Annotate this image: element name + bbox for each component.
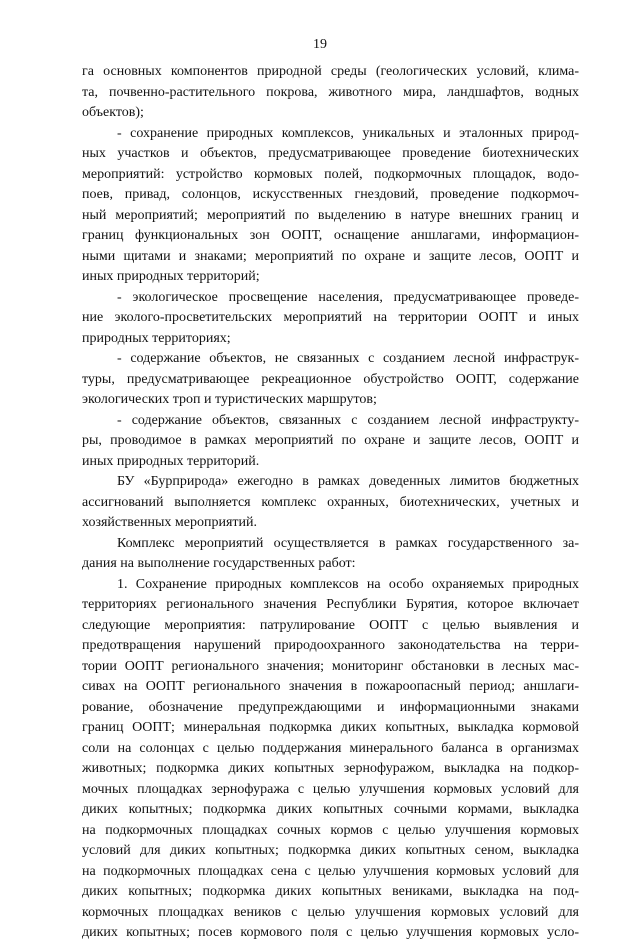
text-line: на подкормочных площадках сочных кормов с целью улучшения кормовых <box>82 822 579 838</box>
text-line: - содержание объектов, не связанных с созданием лесной инфраструк- <box>117 351 579 366</box>
text-line: диких копытных; посев кормового поля с целью улучшения кормовых усло- <box>82 925 579 940</box>
text-line: границ функциональных зон ООПТ, оснащение аншлагами, информацион- <box>82 228 579 243</box>
text-line: следующие мероприятия: патрулирование ООПТ с целью выявления и <box>82 617 579 633</box>
text-line: сивах на ООПТ регионального значения в пожароопасный период; аншлаги- <box>82 679 579 694</box>
text-line: га основных компонентов природной среды (геологических условий, клима- <box>82 64 579 79</box>
text-line: иных природных территорий. <box>82 453 260 469</box>
text-line: мероприятий: устройство кормовых полей, подкормочных площадок, водо- <box>82 166 579 182</box>
text-line: ассигнований выполняется комплекс охранных, биотехнических, учетных и <box>82 494 579 510</box>
text-line: - сохранение природных комплексов, уникальных и эталонных природ- <box>117 125 579 141</box>
text-line: предотвращения нарушений природоохранного законодательства на терри- <box>82 638 579 653</box>
text-line: экологических троп и туристических маршрутов; <box>82 392 377 407</box>
text-line: - экологическое просвещение населения, предусматривающее проведе- <box>117 289 579 305</box>
body-text <box>82 62 579 944</box>
text-line: иных природных территорий; <box>82 269 260 284</box>
text-line: ными щитами и знаками; мероприятий по охране и защите лесов, ООПТ и <box>82 248 579 264</box>
text-line: диких копытных; подкормка диких копытных вениками, выкладка на под- <box>82 884 579 899</box>
text-line: - содержание объектов, связанных с созданием лесной инфраструкту- <box>117 412 579 428</box>
text-line: на подкормочных площадках сена с целью улучшения кормовых условий для <box>82 863 579 879</box>
text-line: тории ООПТ регионального значения; мониторинг обстановки в лесных мас- <box>82 658 579 674</box>
text-line: территориях регионального значения Республики Бурятия, которое включает <box>82 597 579 612</box>
text-line: мочных площадках зернофуража с целью улучшения кормовых условий для <box>82 781 579 797</box>
text-line: туры, предусматривающее рекреационное обустройство ООПТ, содержание <box>82 371 579 387</box>
text-line: объектов); <box>82 105 144 120</box>
page-number: 19 <box>313 37 327 52</box>
text-line: ный мероприятий; мероприятий по выделению в натуре внешних границ и <box>82 207 579 223</box>
text-line: животных; подкормка диких копытных зернофуражом, выкладка на подкор- <box>82 761 579 776</box>
text-line: ры, проводимое в рамках мероприятий по охране и защите лесов, ООПТ и <box>82 433 579 448</box>
text-line: кормочных площадках веников с целью улучшения кормовых условий для <box>82 904 579 920</box>
text-line: соли на солонцах с целью поддержания минерального баланса в организмах <box>82 740 579 756</box>
text-line: поев, привад, солонцов, искусственных гнездовий, проведение подкормоч- <box>82 187 579 202</box>
text-line: Комплекс мероприятий осуществляется в рамках государственного за- <box>117 535 579 551</box>
text-line: ных участков и объектов, предусматривающее проведение биотехнических <box>82 146 579 161</box>
text-line: хозяйственных мероприятий. <box>82 515 257 530</box>
text-line: ние эколого-просветительских мероприятий на территории ООПТ и иных <box>82 310 579 325</box>
text-line: дания на выполнение государственных работ: <box>82 556 356 571</box>
text-line: БУ «Бурприрода» ежегодно в рамках доведенных лимитов бюджетных <box>117 474 579 489</box>
text-line: природных территориях; <box>82 330 231 346</box>
text-line: условий для диких копытных; подкормка диких копытных сеном, выкладка <box>82 843 579 858</box>
text-line: диких копытных; подкормка диких копытных сочными кормами, выкладка <box>82 802 579 817</box>
text-line: 1. Сохранение природных комплексов на особо охраняемых природных <box>117 576 579 592</box>
text-line: границ ООПТ; минеральная подкормка диких копытных, выкладка кормовой <box>82 720 579 735</box>
text-line: рование, обозначение предупреждающими и информационными знаками <box>82 699 579 715</box>
text-line: та, почвенно-растительного покрова, животного мира, ландшафтов, водных <box>82 84 579 100</box>
